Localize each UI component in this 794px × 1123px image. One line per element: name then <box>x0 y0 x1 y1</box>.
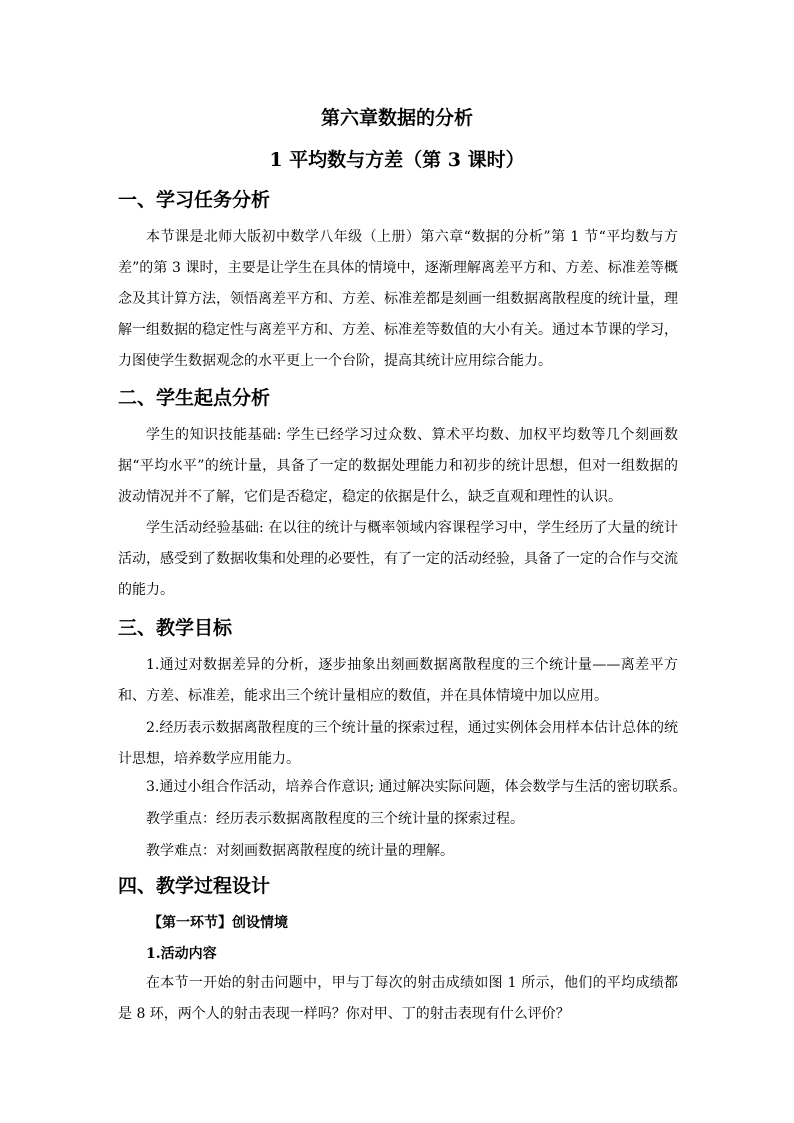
chapter-title: 第六章数据的分析 <box>320 107 473 129</box>
section-heading-3: 三、教学目标 <box>118 617 233 639</box>
teaching-difficulty: 教学难点：对刻画数据离散程度的统计量的理解。 <box>146 843 454 859</box>
section-heading-1: 一、学习任务分析 <box>118 189 271 211</box>
process-step-1: 【第一环节】创设情境 <box>148 915 288 931</box>
lesson-subtitle: 1 平均数与方差（第 3 课时） <box>269 149 525 171</box>
objective-item-2: 2.经历表示数据离散程度的三个统计量的探索过程，通过实例体会用样本估计总体的统计思想，培养数学应用能力。 <box>118 720 678 767</box>
activity-subheading: 1.活动内容 <box>146 946 217 962</box>
section1-paragraph: 本节课是北师大版初中数学八年级（上册）第六章“数据的分析”第 1 节“平均数与方差”的第 3 课时，主要是让学生在具体的情境中，逐渐理解离差平方和、方差、标准差等概念及其计算方法，领悟离差平方和、方差、标准差都是刻画一组数据离散程度的统计量，理解一组数据的稳定性与离差平方和、方差、标准差等数值的大小有关。通过本节课的学习，力图使学生数据观念的水平更上一个台阶，提高其统计应用综合能力。 <box>118 229 678 369</box>
section-heading-4: 四、教学过程设计 <box>118 875 271 897</box>
section-heading-2: 二、学生起点分析 <box>118 387 271 409</box>
teaching-key-point: 教学重点：经历表示数据离散程度的三个统计量的探索过程。 <box>146 811 524 827</box>
objective-item-1: 1.通过对数据差异的分析，逐步抽象出刻画数据离散程度的三个统计量——离差平方和、方差、标准差，能求出三个统计量相应的数值，并在具体情境中加以应用。 <box>118 657 678 704</box>
section2-paragraph-1: 学生的知识技能基础: 学生已经学习过众数、算术平均数、加权平均数等几个刻画数据“平均水平”的统计量，具备了一定的数据处理能力和初步的统计思想，但对一组数据的波动情况并不了解，它们是否稳定，稳定的依据是什么，缺乏直观和理性的认识。 <box>118 427 678 505</box>
section2-paragraph-2: 学生活动经验基础: 在以往的统计与概率领域内容课程学习中，学生经历了大量的统计活动，感受到了数据收集和处理的必要性，有了一定的活动经验，具备了一定的合作与交流的能力。 <box>118 520 678 598</box>
activity-paragraph: 在本节一开始的射击问题中，甲与丁每次的射击成绩如图 1 所示，他们的平均成绩都是 8 环，两个人的射击表现一样吗？你对甲、丁的射击表现有什么评价？ <box>118 975 678 1022</box>
objective-item-3: 3.通过小组合作活动，培养合作意识; 通过解决实际问题，体会数学与生活的密切联系。 <box>146 779 687 795</box>
